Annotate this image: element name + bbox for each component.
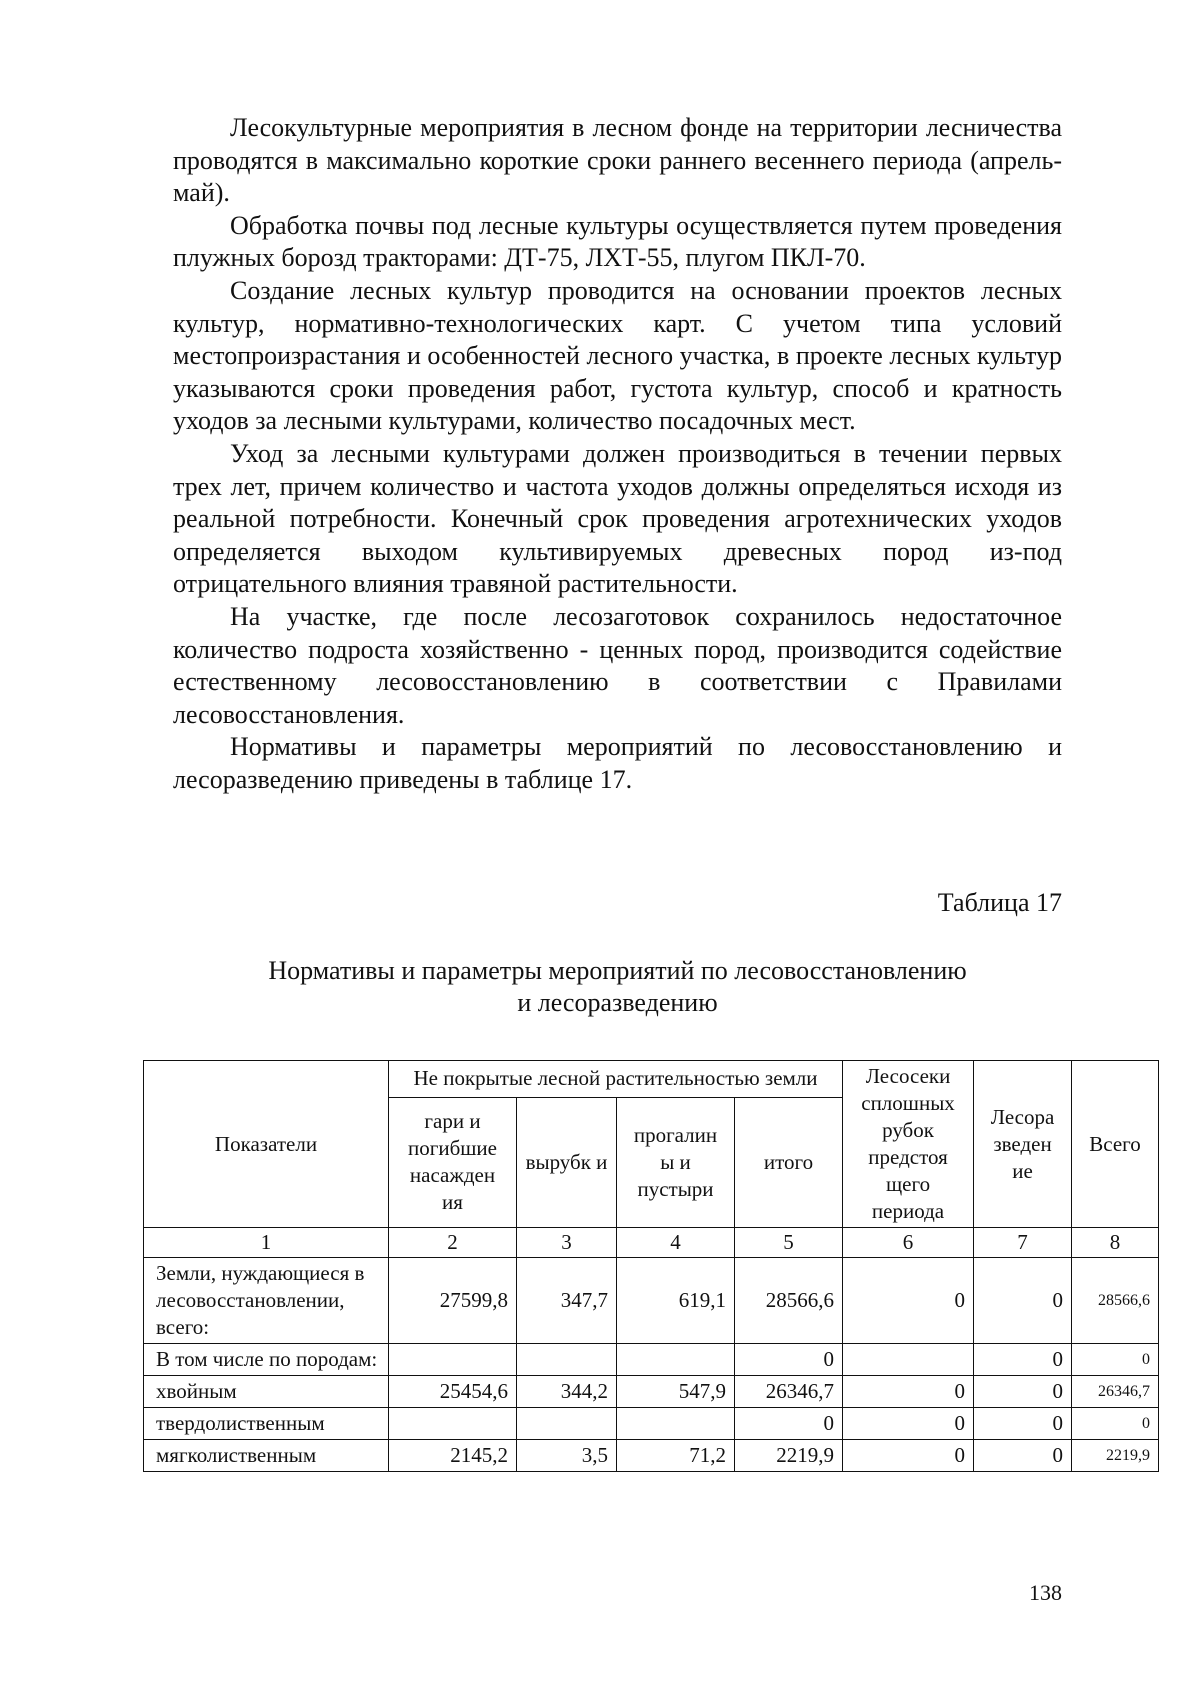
header-glades: прогалин ы и пустыри bbox=[617, 1097, 735, 1227]
paragraph: Нормативы и параметры мероприятий по лесовосстановлению и лесоразведению приведены в таблице 17. bbox=[173, 732, 1062, 794]
header-subtotal: итого bbox=[735, 1097, 843, 1227]
cell-burned: 25454,6 bbox=[389, 1376, 517, 1408]
cell-glades: 71,2 bbox=[617, 1440, 735, 1472]
table-row bbox=[144, 1258, 1159, 1344]
cell-burned: 2145,2 bbox=[389, 1440, 517, 1472]
column-number: 3 bbox=[517, 1228, 617, 1258]
cell-afforestation: 0 bbox=[974, 1376, 1072, 1408]
cell-clearcut: 0 bbox=[843, 1440, 974, 1472]
column-number: 4 bbox=[617, 1228, 735, 1258]
cell-total-all: 26346,7 bbox=[1072, 1376, 1159, 1408]
header-cuttings: вырубк и bbox=[517, 1097, 617, 1227]
cell-burned: 27599,8 bbox=[389, 1258, 517, 1344]
cell-glades: 547,9 bbox=[617, 1376, 735, 1408]
cell-cuttings bbox=[517, 1408, 617, 1440]
cell-total-all: 2219,9 bbox=[1072, 1440, 1159, 1472]
table-title-line: и лесоразведению bbox=[517, 988, 718, 1017]
cell-subtotal: 28566,6 bbox=[735, 1258, 843, 1344]
cell-clearcut: 0 bbox=[843, 1408, 974, 1440]
column-number: 2 bbox=[389, 1228, 517, 1258]
cell-cuttings: 347,7 bbox=[517, 1258, 617, 1344]
header-total-all: Всего bbox=[1072, 1061, 1159, 1228]
cell-burned bbox=[389, 1408, 517, 1440]
row-label: хвойным bbox=[144, 1376, 389, 1408]
paragraph: Создание лесных культур проводится на основании проектов лесных культур, нормативно-технологических карт. С учетом типа условий местопроизрастания и особенностей лесного участка, в проекте лесных культур указываются сроки проведения работ, густота культур, способ и кратность уходов за лесными культурами, количество посадочных мест. bbox=[173, 275, 1062, 436]
paragraph: Лесокультурные мероприятия в лесном фонде на территории лесничества проводятся в максимально короткие сроки раннего весеннего периода (апрель-май). bbox=[173, 113, 1062, 208]
column-number: 6 bbox=[843, 1228, 974, 1258]
column-number: 5 bbox=[735, 1228, 843, 1258]
column-number: 7 bbox=[974, 1228, 1072, 1258]
cell-cuttings: 344,2 bbox=[517, 1376, 617, 1408]
header-unforested-lands: Не покрытые лесной растительностью земли bbox=[389, 1061, 843, 1098]
body-text bbox=[173, 112, 1062, 796]
cell-subtotal: 2219,9 bbox=[735, 1440, 843, 1472]
cell-subtotal: 0 bbox=[735, 1344, 843, 1376]
table-title bbox=[173, 955, 1062, 1019]
header-afforestation: Лесора зведен ие bbox=[974, 1061, 1072, 1228]
cell-subtotal: 26346,7 bbox=[735, 1376, 843, 1408]
cell-clearcut: 0 bbox=[843, 1376, 974, 1408]
column-number: 1 bbox=[144, 1228, 389, 1258]
row-label: твердолиственным bbox=[144, 1408, 389, 1440]
cell-cuttings bbox=[517, 1344, 617, 1376]
paragraph: На участке, где после лесозаготовок сохранилось недостаточное количество подроста хозяйственно - ценных пород, производится содействие естественному лесовосстановлению в соответствии с Правилами лесовосстановления. bbox=[173, 601, 1062, 729]
cell-afforestation: 0 bbox=[974, 1344, 1072, 1376]
cell-afforestation: 0 bbox=[974, 1408, 1072, 1440]
cell-total-all: 28566,6 bbox=[1072, 1258, 1159, 1344]
row-label: В том числе по породам: bbox=[144, 1344, 389, 1376]
cell-clearcut bbox=[843, 1344, 974, 1376]
cell-total-all: 0 bbox=[1072, 1344, 1159, 1376]
row-label: Земли, нуждающиеся в лесовосстановлении, всего: bbox=[144, 1258, 389, 1344]
table-row bbox=[144, 1344, 1159, 1376]
page-number: 138 bbox=[1029, 1580, 1062, 1605]
table-row bbox=[144, 1408, 1159, 1440]
paragraph: Обработка почвы под лесные культуры осуществляется путем проведения плужных борозд тракторами: ДТ-75, ЛХТ-55, плугом ПКЛ-70. bbox=[173, 210, 1062, 273]
paragraph: Уход за лесными культурами должен производиться в течении первых трех лет, причем количество и частота уходов должны определяться исходя из реальной потребности. Конечный срок проведения агротехнических уходов определяется выходом культивируемых древесных пород из-под отрицательного влияния травяной растительности. bbox=[173, 438, 1062, 599]
norms-table bbox=[143, 1060, 1159, 1472]
cell-clearcut: 0 bbox=[843, 1258, 974, 1344]
cell-glades bbox=[617, 1408, 735, 1440]
cell-subtotal: 0 bbox=[735, 1408, 843, 1440]
header-clearcut-areas: Лесосеки сплошных рубок предстоя щего периода bbox=[843, 1061, 974, 1228]
cell-burned bbox=[389, 1344, 517, 1376]
row-label: мягколиственным bbox=[144, 1440, 389, 1472]
table-row bbox=[144, 1440, 1159, 1472]
table-title-line: Нормативы и параметры мероприятий по лесовосстановлению bbox=[268, 956, 967, 985]
header-indicators: Показатели bbox=[144, 1061, 389, 1228]
cell-glades bbox=[617, 1344, 735, 1376]
cell-afforestation: 0 bbox=[974, 1258, 1072, 1344]
table-label: Таблица 17 bbox=[937, 888, 1062, 917]
column-number-row bbox=[144, 1228, 1159, 1258]
cell-glades: 619,1 bbox=[617, 1258, 735, 1344]
column-number: 8 bbox=[1072, 1228, 1159, 1258]
cell-total-all: 0 bbox=[1072, 1408, 1159, 1440]
header-burned: гари и погибшие насажден ия bbox=[389, 1097, 517, 1227]
table-row bbox=[144, 1376, 1159, 1408]
cell-cuttings: 3,5 bbox=[517, 1440, 617, 1472]
cell-afforestation: 0 bbox=[974, 1440, 1072, 1472]
